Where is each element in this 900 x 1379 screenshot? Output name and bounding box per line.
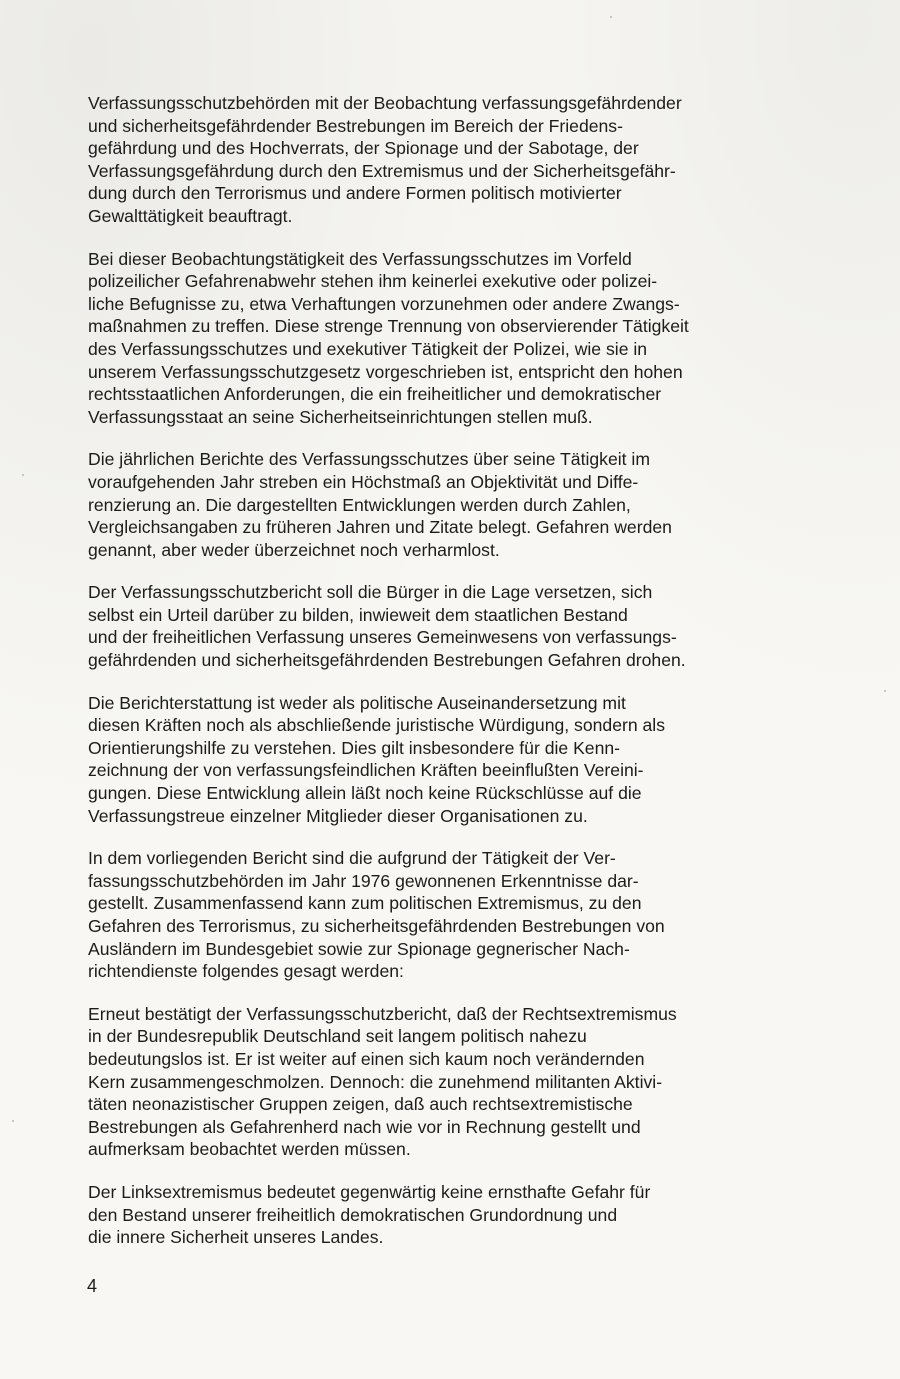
text-line: des Verfassungsschutzes und exekutiver Tätigkeit der Polizei, wie sie in [88, 338, 648, 359]
text-line: polizeilicher Gefahrenabwehr stehen ihm keinerlei exekutive oder polizei- [88, 271, 658, 292]
text-line: unserem Verfassungsschutzgesetz vorgeschrieben ist, entspricht den hohen [88, 361, 683, 382]
body-text [88, 92, 778, 1269]
text-line: selbst ein Urteil darüber zu bilden, inwieweit dem staatlichen Bestand [88, 604, 628, 625]
text-line: Bei dieser Beobachtungstätigkeit des Verfassungsschutzes im Vorfeld [88, 248, 632, 269]
text-line: gungen. Diese Entwicklung allein läßt noch keine Rückschlüsse auf die [88, 783, 642, 804]
text-line: rechtsstaatlichen Anforderungen, die ein freiheitlicher und demokratischer [88, 384, 662, 405]
text-line: dung durch den Terrorismus und andere Formen politisch motivierter [88, 183, 622, 204]
text-line: Gefahren des Terrorismus, zu sicherheitsgefährdenden Bestrebungen von [88, 916, 665, 936]
text-line: in der Bundesrepublik Deutschland seit langem politisch nahezu [88, 1026, 587, 1047]
page-number: 4 [87, 1276, 98, 1296]
text-line: Verfassungsgefährdung durch den Extremismus und der Sicherheitsgefähr- [88, 160, 676, 181]
paragraph [88, 847, 778, 983]
text-line: den Bestand unserer freiheitlich demokratischen Grundordnung und [88, 1204, 618, 1225]
text-line: gestellt. Zusammenfassend kann zum politischen Extremismus, zu den [88, 893, 642, 914]
text-line: fassungsschutzbehörden im Jahr 1976 gewonnenen Erkenntnisse dar- [88, 870, 639, 891]
text-line: voraufgehenden Jahr streben ein Höchstmaß an Objektivität und Diffe- [88, 471, 639, 492]
paragraph [88, 692, 778, 828]
text-line: gefährdung und des Hochverrats, der Spionage und der Sabotage, der [88, 138, 639, 159]
scan-speck [610, 16, 612, 18]
text-line: Vergleichsangaben zu früheren Jahren und Zitate belegt. Gefahren werden [88, 517, 672, 538]
text-line: Erneut bestätigt der Verfassungsschutzbericht, daß der Rechtsextremismus [88, 1003, 677, 1024]
text-line: und der freiheitlichen Verfassung unseres Gemeinwesens von verfassungs- [88, 627, 677, 648]
paragraph [88, 92, 778, 228]
text-line: Kern zusammengeschmolzen. Dennoch: die zunehmend militanten Aktivi- [88, 1071, 663, 1092]
text-line: Der Verfassungsschutzbericht soll die Bürger in die Lage versetzen, sich [88, 582, 653, 603]
text-line: Gewalttätigkeit beauftragt. [88, 205, 293, 226]
text-line: Verfassungsstaat an seine Sicherheitseinrichtungen stellen muß. [88, 406, 593, 427]
text-line: renzierung an. Die dargestellten Entwicklungen werden durch Zahlen, [88, 494, 631, 515]
text-line: richtendienste folgendes gesagt werden: [88, 961, 404, 982]
paragraph [88, 248, 778, 429]
text-line: genannt, aber weder überzeichnet noch verharmlost. [88, 539, 500, 560]
paragraph [88, 581, 778, 671]
scan-speck [12, 1120, 14, 1122]
text-line: Orientierungshilfe zu verstehen. Dies gilt insbesondere für die Kenn- [88, 737, 621, 758]
text-line: Verfassungstreue einzelner Mitglieder dieser Organisationen zu. [88, 805, 588, 826]
paragraph [88, 1003, 778, 1161]
text-line: bedeutungslos ist. Er ist weiter auf einen sich kaum noch verändernden [88, 1048, 645, 1069]
text-line: aufmerksam beobachtet werden müssen. [88, 1139, 411, 1160]
scan-speck [884, 690, 886, 692]
text-line: maßnahmen zu treffen. Diese strenge Trennung von observierender Tätigkeit [88, 316, 689, 337]
text-line: und sicherheitsgefährdender Bestrebungen im Bereich der Friedens- [88, 115, 623, 136]
paragraph [88, 1181, 778, 1249]
text-line: Die jährlichen Berichte des Verfassungsschutzes über seine Tätigkeit im [88, 449, 650, 470]
text-line: diesen Kräften noch als abschließende juristische Würdigung, sondern als [88, 715, 666, 736]
text-line: Die Berichterstattung ist weder als politische Auseinandersetzung mit [88, 692, 626, 713]
scan-speck [22, 474, 24, 476]
text-line: die innere Sicherheit unseres Landes. [88, 1227, 384, 1248]
text-line: In dem vorliegenden Bericht sind die aufgrund der Tätigkeit der Ver- [88, 848, 616, 869]
text-line: liche Befugnisse zu, etwa Verhaftungen vorzunehmen oder andere Zwangs- [88, 293, 680, 314]
text-line: gefährdenden und sicherheitsgefährdenden Bestrebungen Gefahren drohen. [88, 650, 686, 671]
text-line: Verfassungsschutzbehörden mit der Beobachtung verfassungsgefährdender [88, 93, 682, 113]
text-line: zeichnung der von verfassungsfeindlichen Kräften beeinflußten Vereini- [88, 760, 644, 781]
text-line: Ausländern im Bundesgebiet sowie zur Spionage gegnerischer Nach- [88, 938, 630, 959]
text-line: Bestrebungen als Gefahrenherd nach wie vor in Rechnung gestellt und [88, 1116, 641, 1137]
text-line: täten neonazistischer Gruppen zeigen, daß auch rechtsextremistische [88, 1094, 633, 1115]
text-line: Der Linksextremismus bedeutet gegenwärtig keine ernsthafte Gefahr für [88, 1181, 651, 1202]
paragraph [88, 448, 778, 561]
